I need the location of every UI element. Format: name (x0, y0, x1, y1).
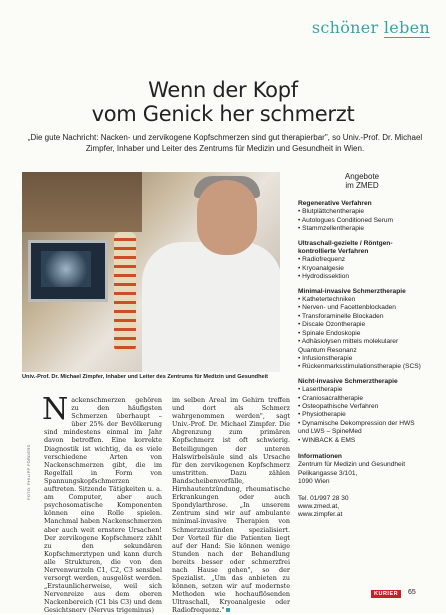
offer-item: • Physiotherapie (298, 411, 426, 419)
offer-item: • Infusionstherapie (298, 355, 426, 363)
section-label (312, 18, 430, 37)
contact-link[interactable]: www.zmed.at, (298, 503, 340, 510)
headline-line-2: vom Genick her schmerzt (91, 102, 355, 126)
brand-logo: KURIER (371, 590, 401, 598)
face (197, 180, 257, 255)
offer-list (298, 256, 426, 281)
offer-group-title: Ultraschall-gezielte / Röntgen-kontrollierte Verfahren (298, 239, 393, 256)
offer-item: • Osteopathische Verfahren (298, 403, 426, 411)
white-coat (142, 242, 280, 372)
bookshelf (22, 172, 142, 232)
offer-item: • Craniosacraltherapie (298, 395, 426, 403)
headline (0, 78, 446, 126)
headline-line-1: Wenn der Kopf (148, 78, 298, 102)
info-line: 1090 Wien (298, 478, 330, 486)
offer-group-title: Nicht-invasive Schmerztherapie (298, 377, 398, 385)
offer-item: • Stammzellentherapie (298, 225, 426, 233)
offer-item: • Autologues Conditioned Serum (298, 217, 426, 225)
end-square-icon (226, 608, 230, 612)
offer-item: • Adhäsiolysen mittels molekularer Quantum Resonanz (298, 338, 426, 355)
doctor-photo (22, 172, 280, 372)
contact-phone: Tel. 01/997 28 30 (298, 494, 349, 502)
info-line: Pelikangasse 3/101, (298, 469, 358, 477)
offer-item: • Dynamische Dekompression der HWS und LWS – SpineMed (298, 420, 426, 437)
offer-box (298, 172, 426, 572)
info-title: Informationen (298, 452, 342, 460)
body-text-1: ackenschmerzen gehören zu den häufigsten Schmerzen überhaupt – über 25% der Bevölkerung sind mindestens einmal im Jahr davon betroffen. Eine korrekte Diagnostik ist wichtig, da es viele verschiedene Arten von Nackenschmerzen gibt, die im Regelfall in Form von Spannungskopfschmerzen auftreten. Sitzende Tätigkeiten u. a. am Computer, aber auch psychosomatische Komponenten können eine Rolle spielen. Manchmal haben Nackenschmerzen aber auch weit ernstere Ursachen! Der zervikogene Kopfschmerz zählt zu den sekundären Kopfschmerztypen und kann durch alle Strukturen, die von den Nervenwurzeln C1, C2, C3 sensibel versorgt werden, ausgelöst werden. „Erstaunlicherweise, weil sich Nervenreize aus dem oberen Nackenbereich (C1 bis C3) und dem Gesichtsnerv (Nervus trigeminus) (44, 396, 162, 615)
offer-item: • Spinale Endoskopie (298, 330, 426, 338)
body-column-2 (172, 396, 290, 615)
info-line: Zentrum für Medizin und Gesundheit (298, 461, 406, 469)
offer-item: • Lasertherapie (298, 386, 426, 394)
offer-groups (298, 200, 426, 445)
photo-credit: FOTO: PHILIPP FÖRDERS (26, 444, 31, 500)
offer-item: • Discale Ozontherapie (298, 321, 426, 329)
offer-item: • Radiofrequenz (298, 256, 426, 264)
xray-monitor (28, 240, 108, 302)
offer-list (298, 296, 426, 372)
body-text-2: im selben Areal im Gehirn treffen und dort als Schmerz wahrgenommen werden", sagt Univ.-Prof. Dr. Michael Zimpfer. Die Abgrenzung zum primären Kopfschmerz ist oft schwierig. Beteiligungen der unteren Halswirbelsäule sind als Ursache für den zervikogenen Kopfschmerz umstritten. Dazu zählen Bandscheibenvorfälle, Hirnhautentzündung, rheumatische Erkrankungen oder auch Spondylarthrose. „In unserem Zentrum sind wir auf ambulante minimal-invasive Therapien von Schmerzzuständen spezialisiert. Der Vorteil für die Patienten liegt auf der Hand: Sie können wenige Stunden nach der Behandlung bereits besser oder schmerzfrei nach Hause gehen", so der Spezialist. „Um das anbieten zu können, setzen wir auf modernste Methoden wie hochauflösenden Ultraschall, Kryoanalgesie oder Radiofrequenz." (172, 396, 290, 615)
dropcap: N (42, 392, 69, 427)
offer-list (298, 208, 426, 233)
photo-caption: Univ.-Prof. Dr. Michael Zimpfer, Inhaber und Leiter des Zentrums für Medizin und Gesundheit (22, 374, 269, 380)
spine-model (114, 232, 136, 352)
offer-item: • WINBACK & EMS (298, 437, 426, 445)
offer-item: • Nerven- und Facettenblockaden (298, 304, 426, 312)
section-word-1: schöner (311, 18, 379, 37)
offer-group-title: Minimal-invasive Schmerztherapie (298, 287, 406, 295)
offer-item: • Rückenmarksstimulationstherapie (SCS) (298, 363, 426, 371)
offer-list (298, 386, 426, 445)
page-number: 65 (408, 589, 416, 596)
box-title-line-2: im ZMED (345, 181, 379, 190)
offer-item: • Blutplättchentherapie (298, 208, 426, 216)
offer-item: • Kathetertechniken (298, 296, 426, 304)
offer-group-title: Regenerative Verfahren (298, 200, 372, 207)
offer-item: • Transforaminelle Blockaden (298, 313, 426, 321)
box-title-line-1: Angebote (344, 172, 380, 181)
section-word-2: leben (383, 18, 430, 37)
offer-item: • Kryoanalgesie (298, 265, 426, 273)
box-title (298, 172, 426, 190)
intro-text: „Die gute Nachricht: Nacken- und zervikogene Kopfschmerzen sind gut therapierbar", so Univ.-Prof. Dr. Michael Zimpfer, Inhaber und Leiter des Zentrums für Medizin und Gesundheit in Wien. (27, 133, 423, 153)
contact-link[interactable]: www.zimpfer.at (298, 511, 343, 519)
offer-item: • Hydrodissektion (298, 273, 426, 281)
body-column-1 (42, 392, 162, 615)
